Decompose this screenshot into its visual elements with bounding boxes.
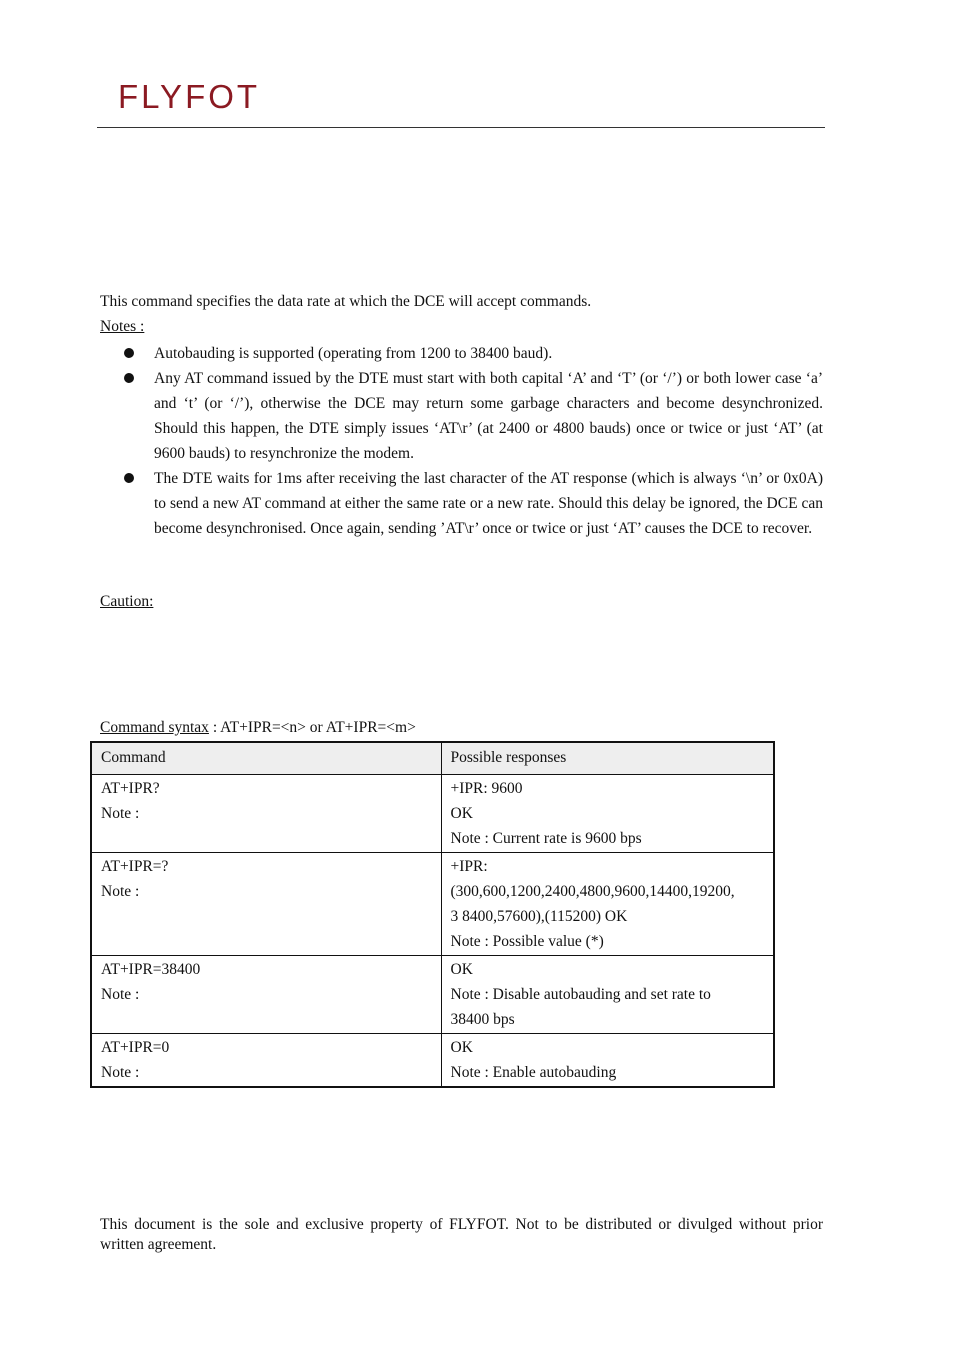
response-cell [441,775,774,853]
response-cell [441,956,774,1034]
table-row [91,956,774,1034]
list-item [100,466,823,541]
response-line: OK [450,961,473,978]
note-text: The DTE waits for 1ms after receiving the last character of the AT response (which is always ‘\n’ or 0x0A) to send a new AT command at either the same rate or a new rate. Should this delay be ignored, the DCE can become desynchronised. Once again, sending ’AT\r’ once or twice or just ‘AT’ causes the DCE to recover. [154,470,823,537]
command-note: Note : [101,1064,140,1081]
response-line: OK [450,1039,473,1056]
header-divider [97,127,825,128]
command-note: Note : [101,986,140,1003]
caution-label: Caution: [100,593,154,610]
command-table [90,741,775,1088]
command-text: AT+IPR? [101,780,160,797]
response-line: Note : Disable autobauding and set rate to [450,986,711,1003]
response-line: 3 8400,57600),(115200) OK [450,908,628,925]
response-line: OK [450,805,473,822]
syntax-label: Command syntax [100,719,209,736]
bullet-icon [124,473,134,483]
response-line: +IPR: [450,858,488,875]
table-header-row [91,742,774,775]
response-cell [441,1034,774,1088]
notes-list [100,341,823,541]
note-text: Any AT command issued by the DTE must start with both capital ‘A’ and ‘T’ (or ‘/’) or both lower case ‘a’ and ‘t’ (or ‘/’), otherwise the DCE may return some garbage characters and become desynchronized. Should this happen, the DTE simply issues ‘AT\r’ (at 2400 or 4800 bauds) once or twice or just ‘AT’ (at 9600 bauds) to resynchronize the modem. [154,370,823,462]
table-row [91,775,774,853]
flyfot-logo [118,80,314,112]
list-item [100,341,823,366]
footer-notice: This document is the sole and exclusive property of FLYFOT. Not to be distributed or divulged without prior written agreement. [100,1216,823,1253]
command-cell [91,853,441,956]
note-text: Autobauding is supported (operating from 1200 to 38400 baud). [154,345,553,362]
syntax-value: : AT+IPR=<n> or AT+IPR=<m> [208,719,416,736]
response-line: 38400 bps [450,1011,515,1028]
response-line: Note : Enable autobauding [450,1064,617,1081]
command-text: AT+IPR=38400 [101,961,201,978]
column-header-command: Command [91,742,441,775]
command-text: AT+IPR=0 [101,1039,170,1056]
notes-label: Notes : [100,318,145,335]
response-line: +IPR: 9600 [450,780,523,797]
column-header-responses: Possible responses [441,742,774,775]
response-line: Note : Possible value (*) [450,933,604,950]
table-row [91,853,774,956]
response-cell [441,853,774,956]
bullet-icon [124,348,134,358]
bullet-icon [124,373,134,383]
command-note: Note : [101,883,140,900]
command-note: Note : [101,805,140,822]
command-text: AT+IPR=? [101,858,169,875]
table-row [91,1034,774,1088]
command-cell [91,775,441,853]
logo-text: FLYFOT [118,80,261,112]
command-cell [91,1034,441,1088]
list-item [100,366,823,466]
command-syntax [100,719,416,737]
response-line: (300,600,1200,2400,4800,9600,14400,19200, [450,883,735,900]
intro-paragraph: This command specifies the data rate at which the DCE will accept commands. [100,293,592,310]
response-line: Note : Current rate is 9600 bps [450,830,642,847]
command-cell [91,956,441,1034]
